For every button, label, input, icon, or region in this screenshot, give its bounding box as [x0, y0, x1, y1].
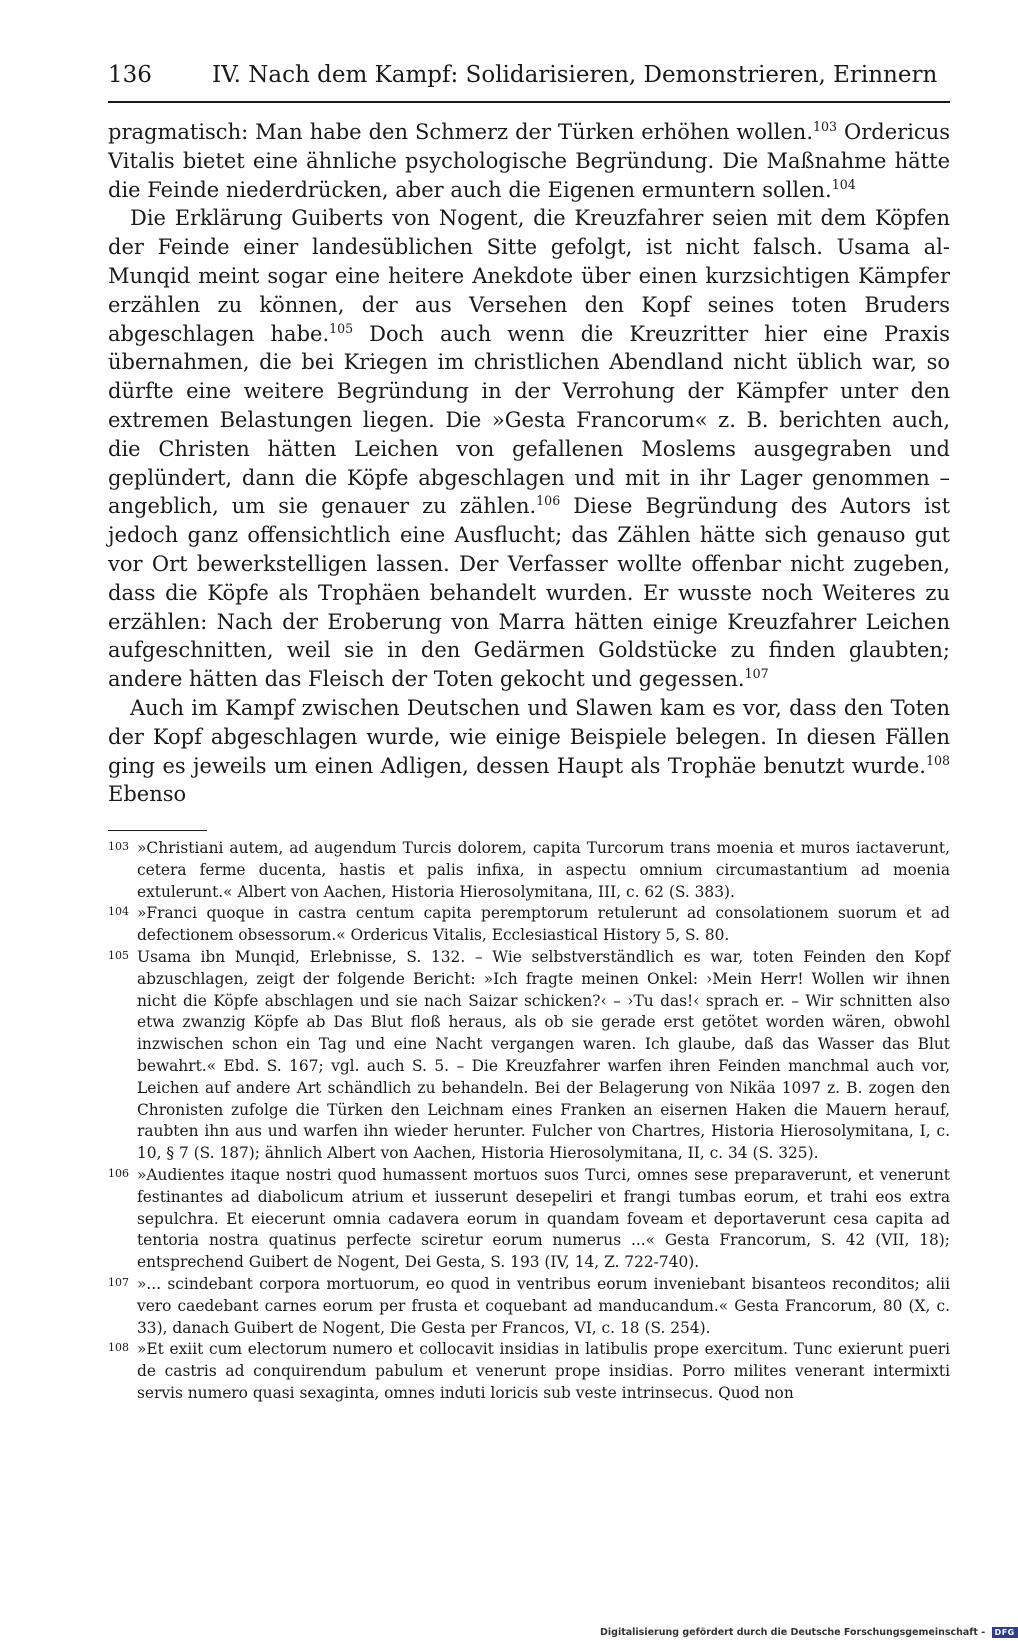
footnote-104	[108, 903, 950, 947]
footnote-107	[108, 1274, 950, 1339]
paragraph-3: Auch im Kampf zwischen Deutschen und Slawen kam es vor, dass den Toten der Kopf abgeschlagen wurde, wie einige Beispiele belegen. In diesen Fällen ging es jeweils um einen Adligen, dessen Haupt als Trophäe benutzt wurde.$^{108}$ Ebenso	[108, 695, 950, 807]
footnote-number: 104	[108, 905, 129, 919]
footnote-text: »Christiani autem, ad augendum Turcis dolorem, capita Turcorum trans moenia et muros iactaverunt, cetera ferme ducenta, hastis et palis infixa, in aspectu omnium circumastantium ad moenia extulerunt.« Albert von Aachen, Historia Hierosolymitana, III, c. 62 (S. 383).	[137, 839, 950, 901]
footnote-number: 103	[108, 840, 129, 853]
footnote-ref-107[interactable]: 107	[744, 665, 769, 681]
footnotes	[108, 838, 950, 1405]
footnote-rule	[108, 830, 207, 831]
footnote-ref-105[interactable]: 105	[329, 320, 354, 336]
paragraph-2: Die Erklärung Guiberts von Nogent, die Kreuzfahrer seien mit dem Köpfen der Feinde einer landesüblichen Sitte gefolgt, ist nicht falsch. Usama al-Munqid meint sogar eine heitere Anekdote über einen kurzsichtigen Kämpfer erzählen zu können, der aus Versehen den Kopf seines toten Bruders abgeschlagen habe.$^{105}$ Doch auch wenn die Kreuzritter hier eine Praxis übernahmen, die bei Kriegen im christlichen Abendland nicht üblich war, so dürfte eine weitere Begründung in der Verrohung der Kämpfer unter den extremen Belastungen liegen. Die »Gesta Francorum« z. B. berichten auch, die Christen hätten Leichen von gefallenen Moslems ausgegraben und geplündert, dann die Köpfe abgeschlagen und mit in ihr Lager genommen – angeblich, um sie genauer zu zählen.$^{106}$ Diese Begründung des Autors ist jedoch ganz offensichtlich eine Ausflucht; das Zählen hätte sich genauso gut vor Ort bewerkstelligen lassen. Der Verfasser wollte offenbar nicht zugeben, dass die Köpfe als Trophäen behandelt wurden. Er wusste noch Weiteres zu erzählen: Nach der Eroberung von Marra hätten einige Kreuzfahrer Leichen aufgeschnitten, weil sie in den Gedärmen Goldstücke zu finden glaubten; andere hätten das Fleisch der Toten gekocht und gegessen.$^{107}$	[108, 206, 951, 692]
footnote-text: »Et exiit cum electorum numero et collocavit insidias in latibulis prope exercitum. Tunc exierunt pueri de castris ad conquirendum pabulum et venerunt prope insidias. Porro milites venerant intermixti servis numero quasi sexaginta, omnes induti loricis sub veste intrinsecus. Quod non	[137, 1340, 950, 1402]
footnote-ref-104[interactable]: 104	[831, 176, 856, 192]
digitization-credit	[600, 1626, 1015, 1640]
dfg-logo-icon: DFG	[992, 1627, 1018, 1638]
footnote-text: »Audientes itaque nostri quod humassent mortuos suos Turci, omnes sese preparaverunt, et venerunt festinantes ad diabolicum atrium et iusserunt desepeliri et frangi tumbas eorum, et trahi eos extra sepulchra. Et eiecerunt omnia cadavera eorum in quandam foveam et deportaverunt cesa capita ad tentoria nostra quatinus perfecte sciretur eorum numerus ...« Gesta Francorum, S. 42 (VII, 18); entsprechend Guibert de Nogent, Dei Gesta, S. 193 (IV, 14, Z. 722-740).	[137, 1165, 950, 1272]
footnote-ref-108[interactable]: 108	[925, 752, 950, 768]
footnote-text: »... scindebant corpora mortuorum, eo quod in ventribus eorum inveniebant bisanteos reconditos; alii vero caedebant carnes eorum per frusta et coquebant ad manducandum.« Gesta Francorum, 80 (X, c. 33), danach Guibert de Nogent, Die Gesta per Francos, VI, c. 18 (S. 254).	[137, 1274, 950, 1337]
footnote-ref-103[interactable]: 103	[813, 118, 838, 134]
footnote-108	[108, 1339, 950, 1404]
footnote-number: 107	[108, 1275, 129, 1289]
footnote-text: Usama ibn Munqid, Erlebnisse, S. 132. – Wie selbstverständlich es war, toten Feinden den Kopf abzuschlagen, zeigt der folgende Bericht: »Ich fragte meinen Onkel: ›Mein Herr! Wollen wir ihnen nicht die Köpfe abschlagen und sie nach Saizar schicken?‹ – ›Tu das!‹ sprach er. – Wir schnitten also etwa zwanzig Köpfe ab Das Blut floß heraus, als ob sie gerade erst getötet worden wären, obwohl inzwischen schon ein Tag und eine Nacht vergangen waren. Ich glaube, daß das Wasser das Blut bewahrt.« Ebd. S. 167; vgl. auch S. 5. – Die Kreuzfahrer warfen ihren Feinden manchmal auch vor, Leichen auf andere Art schändlich zu behandeln. Bei der Belagerung von Nikäa 1097 z. B. zogen den Chronisten zufolge die Türken den Leichnam eines Franken an eisernen Haken die Mauern herauf, raubten ihn aus und warfen ihn wieder herunter. Fulcher von Chartres, Historia Hierosolymitana, I, c. 10, § 7 (S. 187); ähnlich Albert von Aachen, Historia Hierosolymitana, II, c. 34 (S. 325).	[137, 947, 950, 1163]
footnote-text: »Franci quoque in castra centum capita peremptorum retulerunt ad consolationem suorum et ad defectionem obsessorum.« Ordericus Vitalis, Ecclesiastical History 5, S. 80.	[137, 904, 950, 945]
paragraph-1: pragmatisch: Man habe den Schmerz der Türken erhöhen wollen.$^{103}$ Ordericus Vitalis bietet eine ähnliche psychologische Begründung. Die Maßnahme hätte die Feinde niederdrücken, aber auch die Eigenen ermuntern sollen.$^{104}$	[108, 118, 950, 202]
footnote-103	[108, 838, 950, 903]
main-text	[108, 118, 950, 809]
header-rule	[108, 101, 950, 103]
footnote-number: 108	[108, 1341, 129, 1355]
footnote-ref-106[interactable]: 106	[536, 493, 561, 509]
footnote-106	[108, 1165, 950, 1274]
footnote-105	[108, 947, 950, 1165]
running-head	[108, 58, 950, 92]
credit-text: Digitalisierung gefördert durch die Deutsche Forschungsgemeinschaft -	[600, 1627, 986, 1638]
running-title: IV. Nach dem Kampf: Solidarisieren, Demonstrieren, Erinnern	[212, 62, 938, 88]
page-number: 136	[108, 62, 152, 88]
footnote-number: 106	[108, 1166, 129, 1180]
footnote-number: 105	[108, 948, 129, 962]
